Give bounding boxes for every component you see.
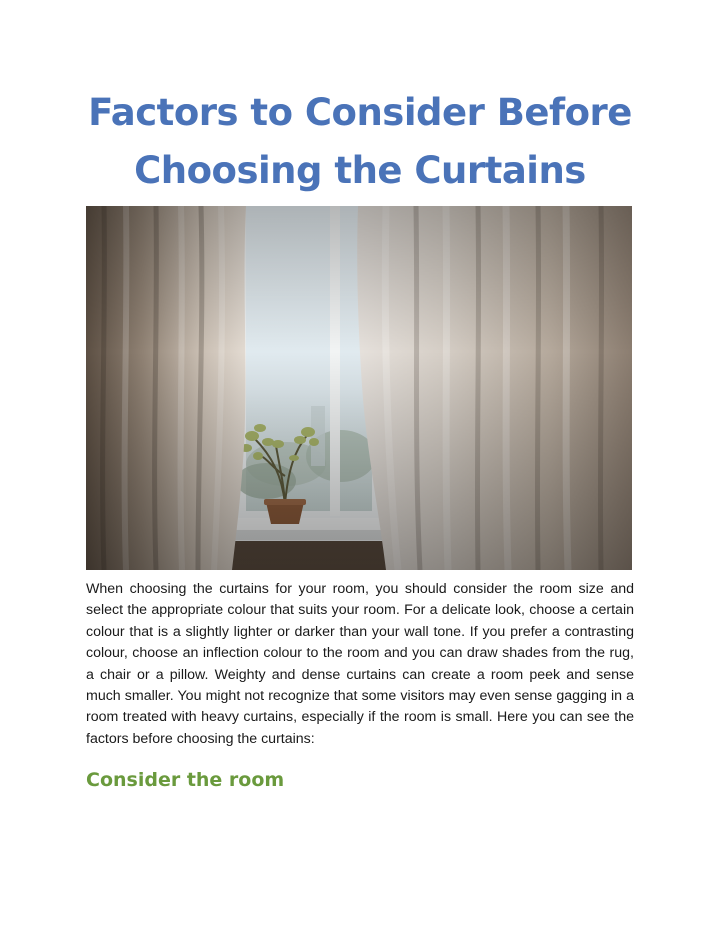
intro-paragraph: When choosing the curtains for your room, you should consider the room size and select the appropriate colour that suits your room. For a delicate look, choose a certain colour that is a slightly lighter or darker than your wall tone. If you prefer a contrasting colour, choose an inflection colour to the room and you can draw shades from the rug, a chair or a pillow. Weighty and dense curtains can create a room peek and sense much smaller. You might not recognize that some visitors may even sense gagging in a room treated with heavy curtains, especially if the room is small. Here you can see the factors before choosing the curtains: <box>86 581 634 747</box>
page-title: Factors to Consider Before Choosing the Curtains <box>88 91 632 192</box>
section-heading-consider-room: Consider the room <box>86 769 285 791</box>
curtain-window-photo <box>86 206 632 570</box>
window-curtains-illustration <box>86 206 632 570</box>
